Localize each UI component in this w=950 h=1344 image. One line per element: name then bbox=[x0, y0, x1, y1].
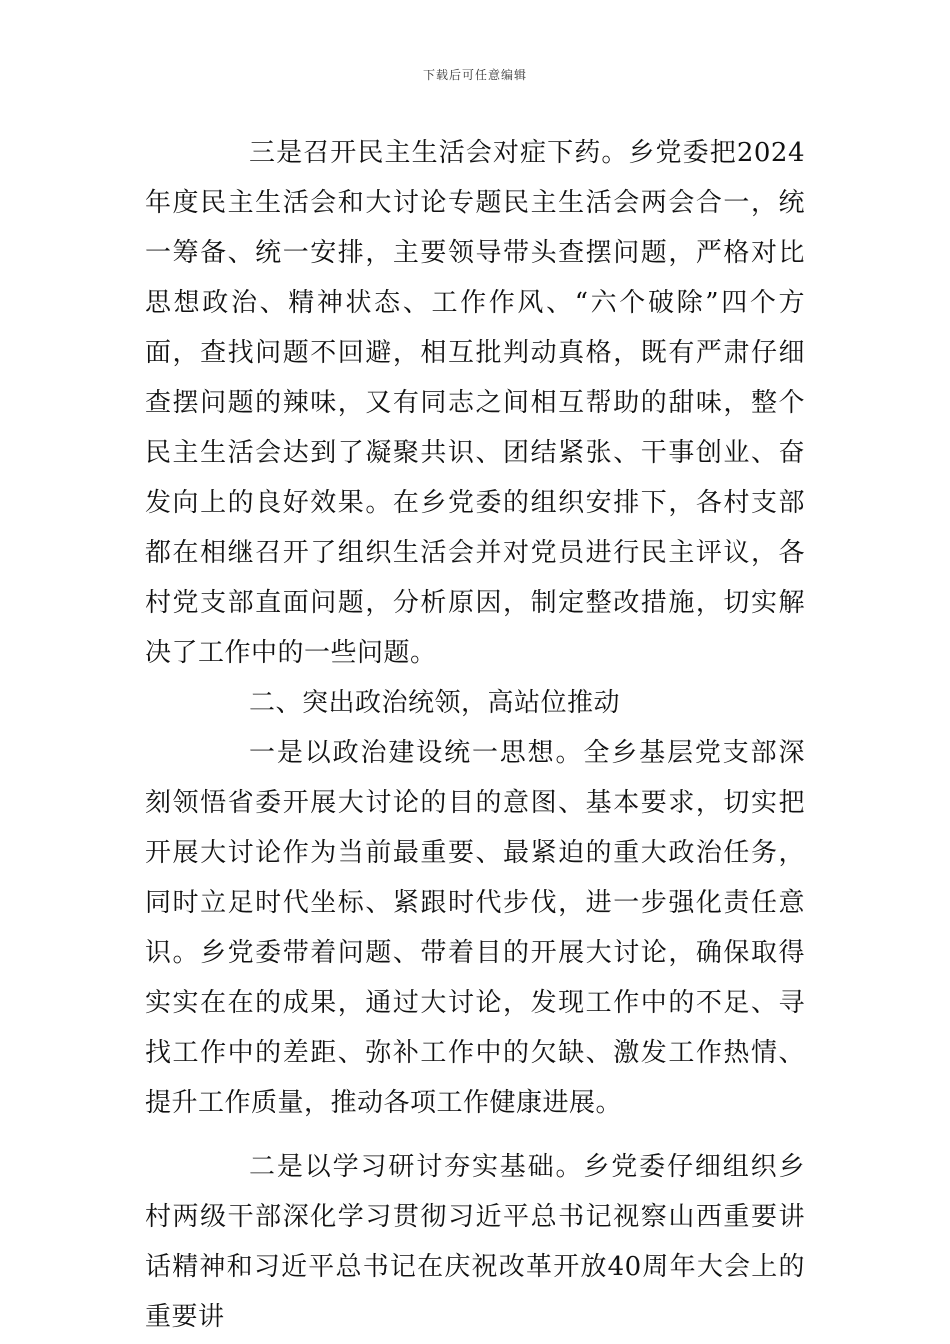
section-heading-political-leadership: 二、突出政治统领，高站位推动 bbox=[249, 688, 621, 718]
page-header: 下载后可任意编辑 bbox=[422, 68, 527, 82]
paragraph-spacer bbox=[145, 1128, 805, 1142]
paragraph-study-discussion: 二是以学习研讨夯实基础。乡党委仔细组织乡村两级干部深化学习贯彻习近平总书记视察山西重要讲话精神和习近平总书记在庆祝改革开放40周年大会上的重要讲 bbox=[145, 1152, 805, 1332]
paragraph-political-construction: 一是以政治建设统一思想。全乡基层党支部深刻领悟省委开展大讨论的目的意图、基本要求，切实把开展大讨论作为当前最重要、最紧迫的重大政治任务，同时立足时代坐标、紧跟时代步伐，进一步强化责任意识。乡党委带着问题、带着目的开展大讨论，确保取得实实在在的成果，通过大讨论，发现工作中的不足、寻找工作中的差距、弥补工作中的欠缺、激发工作热情、提升工作质量，推动各项工作健康进展。 bbox=[145, 738, 805, 1118]
paragraph-democratic-life-meeting: 三是召开民主生活会对症下药。乡党委把2024年度民主生活会和大讨论专题民主生活会两会合一，统一筹备、统一安排，主要领导带头查摆问题，严格对比思想政治、精神状态、工作作风、“六个破除”四个方面，查找问题不回避，相互批判动真格，既有严肃仔细查摆问题的辣味，又有同志之间相互帮助的甜味，整个民主生活会达到了凝聚共识、团结紧张、干事创业、奋发向上的良好效果。在乡党委的组织安排下，各村支部都在相继召开了组织生活会并对党员进行民主评议，各村党支部直面问题，分析原因，制定整改措施，切实解决了工作中的一些问题。 bbox=[145, 138, 805, 668]
document-body bbox=[145, 128, 805, 1342]
